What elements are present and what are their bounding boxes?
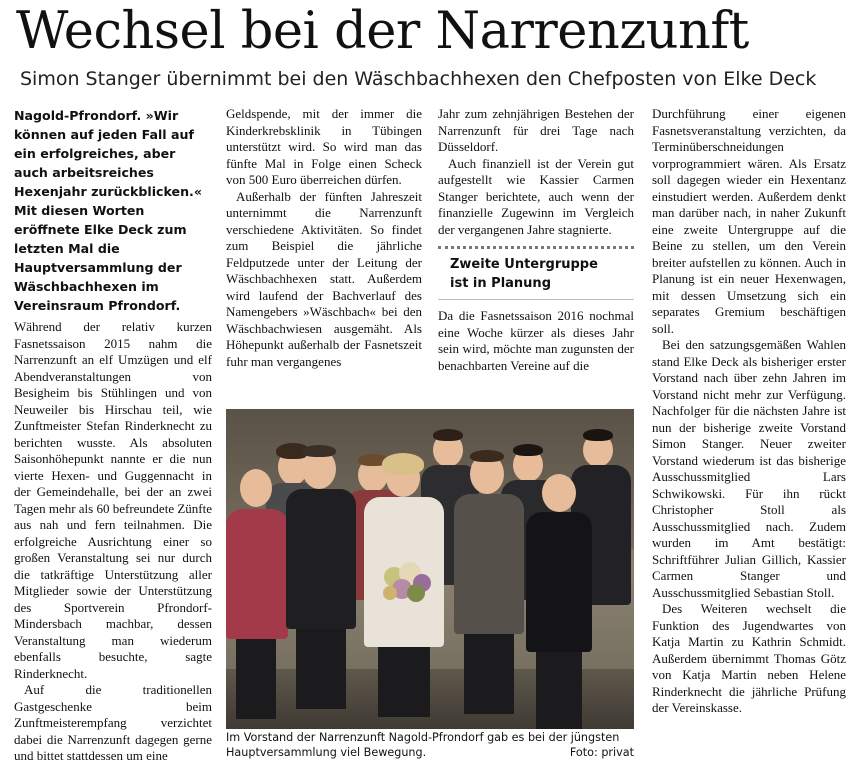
caption-text: Im Vorstand der Narrenzunft Nagold-Pfrondorf gab es bei der jüngsten Hauptversammlung viel Bewegung. <box>226 731 620 759</box>
body-paragraph: Geldspende, mit der immer die Kinderkrebsklinik in Tübingen unterstützt wird. So wird man das fünfte Mal in Folge einen Scheck von 500 Euro überreichen dürfen. <box>226 106 422 187</box>
body-paragraph: Da die Fasnetssaison 2016 nochmal eine Woche kürzer als dieses Jahr sein wird, möchte man zugunsten der benachbarten Vereine auf die <box>438 308 634 373</box>
body-paragraph: Jahr zum zehnjährigen Bestehen der Narrenzunft für drei Tage nach Düsseldorf. <box>438 106 634 154</box>
article-column-4 <box>652 106 846 717</box>
flower-bouquet <box>378 559 434 609</box>
section-subheading <box>438 246 634 300</box>
group-photo <box>226 409 634 729</box>
body-paragraph: Bei den satzungsgemäßen Wahlen stand Elke Deck als bisheriger erster Vorstand nach über zehn Jahren im Vorstand nicht mehr zur Verfügung. Nachfolger für die nächsten Jahre ist nun der bisherige zweite Vorstand Simon Stanger. Neuer zweiter Vorstand wiederum ist das bisherige Ausschussmitglied Lars Schwikowski. Für ihn rückt Christopher Stoll als Ausschussmitglied nach. Zudem wurden im Amt bestätigt: Schriftführer Julian Gillich, Kassier Carmen Stanger und Ausschussmitglied Sebastian Stoll. <box>652 337 846 600</box>
lead-paragraph: Nagold-Pfrondorf. »Wir können auf jeden Fall auf ein erfolgreiches, aber auch arbeitsreiches Hexenjahr zurückblicken.« Mit diesen Worten eröffnete Elke Deck zum letzten Mal die Hauptversammlung der Wäschbachhexen im Vereinsraum Pfrondorf. <box>14 108 202 313</box>
section-subheading-line-1: Zweite Untergruppe <box>450 257 598 272</box>
article-column-2 <box>226 106 422 370</box>
body-paragraph: Auch finanziell ist der Verein gut aufgestellt wie Kassier Carmen Stanger berichtete, auch wenn der finanzielle Zugewinn im Vergleich der vergangenen Jahre stagnierte. <box>438 155 634 237</box>
photo-caption <box>226 730 634 760</box>
article-column-1 <box>14 106 212 765</box>
body-paragraph: Des Weiteren wechselt die Funktion des Jugendwartes von Katja Martin zu Kathrin Schmidt. Außerdem übernimmt Thomas Götz von Katja Martin neben Helene Rinderknecht die jährliche Prüfung der Vereinskasse. <box>652 601 846 715</box>
headline: Wechsel bei der Narrenzunft <box>16 2 749 61</box>
article-column-3 <box>438 106 634 374</box>
body-paragraph: Außerhalb der fünften Jahreszeit unternimmt die Narrenzunft verschiedene Aktivitäten. So findet zum Beispiel die jährliche Feldputzede unter der Leitung der Wäschbachhexen statt. Außerdem wird laufend der Bachverlauf des Namengebers »Wäschbach« bei den Wäschbachwiesen ausgemäht. Als Höhepunkt außerhalb der Fasnetszeit fuhr man vergangenes <box>226 188 422 369</box>
body-paragraph: Während der relativ kurzen Fasnetssaison 2015 nahm die Narrenzunft an elf Umzügen und elf Abendveranstaltungen von Besigheim bis Stühlingen und von Neuweiler bis Hirschau teil, wie Zunftmeister Stefan Rinderknecht zu berichten wusste. Als absoluten Saisonhöhepunkt nannte er die nun vierte Hexen- und Guggennacht in der Gemeindehalle, bei der an zwei Tagen mehr als 60 befreundete Zünfte aus nah und fern teilnahmen. Die erfolgreiche Ausrichtung einer so großen Veranstaltung sei nur durch die tatkräftige Unterstützung aller Mitglieder sowie der Unterstützung des Sportverein Pfrondorf-Mindersbach machbar, dessen Veranstaltung man wiederum ebenfalls besuchte, sagte Rinderknecht. <box>14 319 212 681</box>
subheadline: Simon Stanger übernimmt bei den Wäschbachhexen den Chefposten von Elke Deck <box>20 68 817 90</box>
photo-credit: Foto: privat <box>569 746 634 759</box>
body-paragraph: Auf die traditionellen Gastgeschenke beim Zunftmeisterempfang verzichtet dabei die Narrenzunft dagegen gerne und bittet stattdessen um eine <box>14 682 212 763</box>
section-subheading-line-2: ist in Planung <box>450 276 551 291</box>
body-paragraph: Durchführung einer eigenen Fasnetsveranstaltung verzichten, da Terminüberschneidungen vorprogrammiert wären. Als Ersatz soll dagegen wieder ein Hexentanz einstudiert werden. Außerdem denkt man darüber nach, in naher Zukunft eine zweite Untergruppe auf die Beine zu stellen, um den Verein breiter aufstellen zu können. Auch in Planung ist ein neuer Hexenwagen, mit dessen Umsetzung sich ein separates Gremium beschäftigen soll. <box>652 106 846 336</box>
